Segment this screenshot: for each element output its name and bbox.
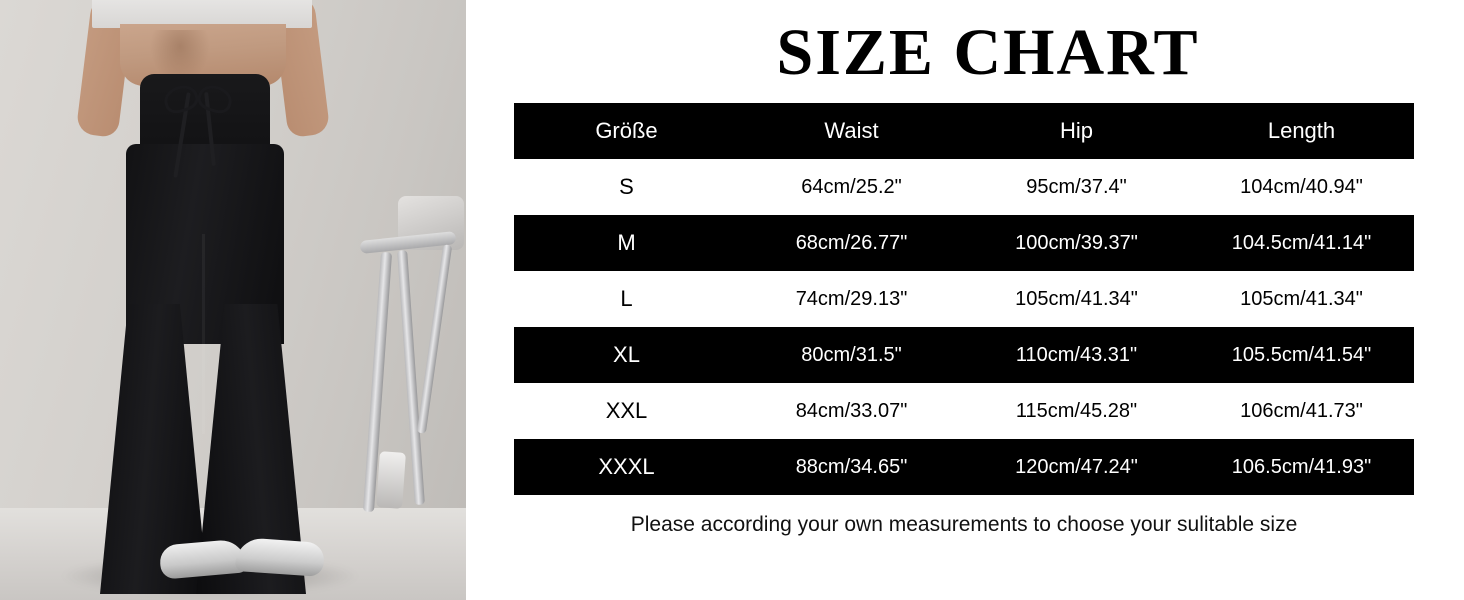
cell-waist: 74cm/29.13": [739, 271, 964, 327]
cell-hip: 115cm/45.28": [964, 383, 1189, 439]
cell-hip: 110cm/43.31": [964, 327, 1189, 383]
cell-waist: 64cm/25.2": [739, 159, 964, 215]
column-header-size: Größe: [514, 103, 739, 159]
column-header-waist: Waist: [739, 103, 964, 159]
cell-waist: 68cm/26.77": [739, 215, 964, 271]
cell-size: XXXL: [514, 439, 739, 495]
product-photo: [0, 0, 466, 600]
cell-length: 104.5cm/41.14": [1189, 215, 1414, 271]
cell-hip: 105cm/41.34": [964, 271, 1189, 327]
cell-size: S: [514, 159, 739, 215]
cell-hip: 95cm/37.4": [964, 159, 1189, 215]
chair-prop-foot: [376, 451, 406, 509]
table-row: [514, 159, 1414, 215]
column-header-hip: Hip: [964, 103, 1189, 159]
cell-waist: 80cm/31.5": [739, 327, 964, 383]
size-chart-panel: [466, 0, 1464, 600]
black-flare-pants: [96, 74, 310, 584]
column-header-length: Length: [1189, 103, 1414, 159]
cell-hip: 100cm/39.37": [964, 215, 1189, 271]
cell-length: 105.5cm/41.54": [1189, 327, 1414, 383]
table-row: [514, 439, 1414, 495]
cell-waist: 84cm/33.07": [739, 383, 964, 439]
table-row: [514, 383, 1414, 439]
size-table: [514, 103, 1414, 495]
table-header-row: [514, 103, 1414, 159]
page-title: SIZE CHART: [776, 16, 1200, 89]
cell-size: L: [514, 271, 739, 327]
cell-length: 104cm/40.94": [1189, 159, 1414, 215]
cell-size: XL: [514, 327, 739, 383]
size-table-body: [514, 159, 1414, 495]
cell-size: M: [514, 215, 739, 271]
cell-length: 105cm/41.34": [1189, 271, 1414, 327]
size-table-header: [514, 103, 1414, 159]
table-row: [514, 271, 1414, 327]
size-table-wrapper: [514, 103, 1414, 495]
table-row: [514, 215, 1414, 271]
cell-hip: 120cm/47.24": [964, 439, 1189, 495]
table-row: [514, 327, 1414, 383]
cell-length: 106cm/41.73": [1189, 383, 1414, 439]
pants-center-seam: [202, 234, 205, 434]
cell-size: XXL: [514, 383, 739, 439]
cell-length: 106.5cm/41.93": [1189, 439, 1414, 495]
cell-waist: 88cm/34.65": [739, 439, 964, 495]
model-right-shoe: [235, 537, 325, 577]
measurement-note: Please according your own measurements to choose your sulitable size: [630, 513, 1298, 537]
